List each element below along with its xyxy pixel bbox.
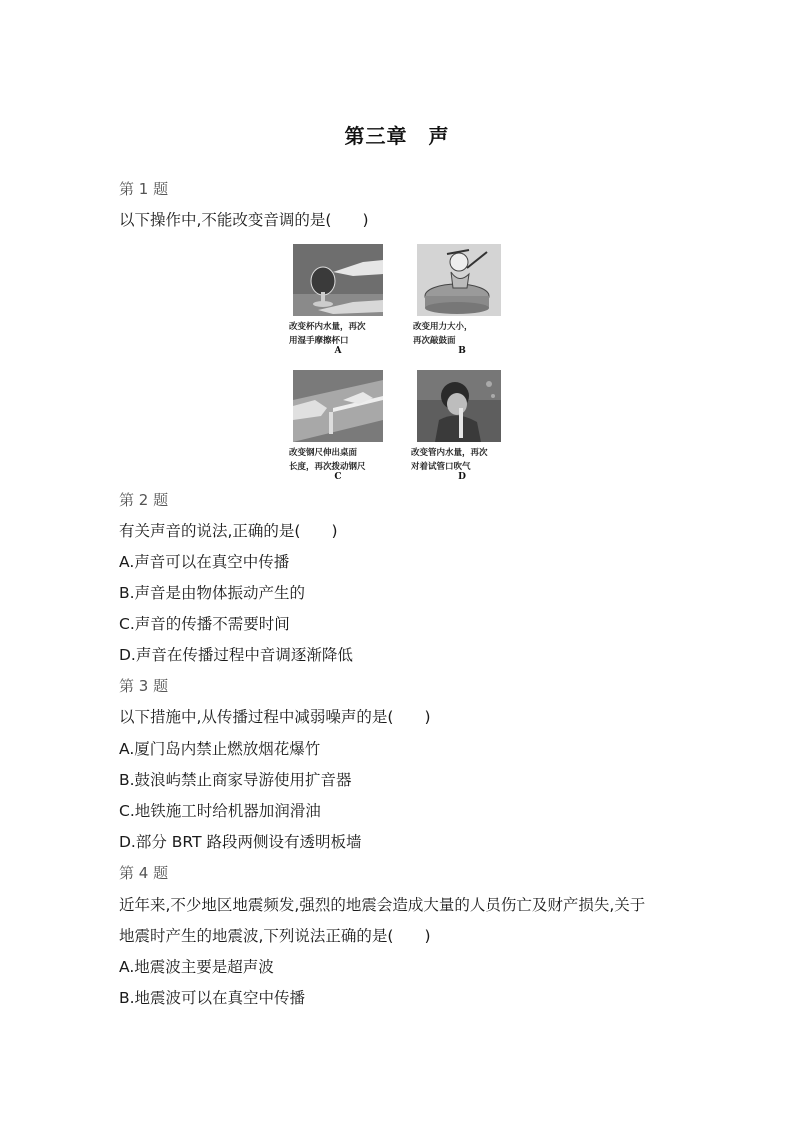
question-2-option-b: B.声音是由物体振动产生的 [119,584,306,602]
glass-rubbing-image [293,244,383,316]
panel-b-caption: 改变用力大小， 再次敲鼓面 [413,322,473,346]
tube-blowing-image [417,370,501,442]
question-4-stem-line-1: 近年来,不少地区地震频发,强烈的地震会造成大量的人员伤亡及财产损失,关于 [119,896,646,914]
question-3-option-d: D.部分 BRT 路段两侧设有透明板墙 [119,833,362,851]
question-3-option-b: B.鼓浪屿禁止商家导游使用扩音器 [119,771,352,789]
question-1-label: 第 1 题 [119,180,169,198]
ruler-plucking-image [293,370,383,442]
panel-c-caption: 改变钢尺伸出桌面 长度，再次拨动钢尺 [289,448,366,472]
question-2-option-a: A.声音可以在真空中传播 [119,553,290,571]
figure-panel-a [289,244,401,358]
question-4-label: 第 4 题 [119,864,169,882]
page-title: 第三章 声 [344,124,450,148]
figure-panel-b [413,244,525,358]
question-2-option-d: D.声音在传播过程中音调逐渐降低 [119,646,353,664]
question-2-option-c: C.声音的传播不需要时间 [119,615,290,633]
question-2-label: 第 2 题 [119,491,169,509]
panel-d-caption: 改变管内水量，再次 对着试管口吹气 [411,448,488,472]
question-1-figure [289,244,505,482]
question-3-option-a: A.厦门岛内禁止燃放烟花爆竹 [119,740,321,758]
figure-panel-d [411,370,525,484]
figure-panel-c [289,370,401,484]
question-4-stem-line-2: 地震时产生的地震波,下列说法正确的是( ) [119,927,431,945]
panel-a-caption: 改变杯内水量，再次 用湿手摩擦杯口 [289,322,366,346]
panel-a-letter: A [334,346,342,356]
panel-c-letter: C [334,472,342,482]
question-4-option-b: B.地震波可以在真空中传播 [119,989,306,1007]
question-2-stem: 有关声音的说法,正确的是( ) [119,522,338,540]
question-1-stem: 以下操作中,不能改变音调的是( ) [119,211,369,229]
drum-beating-image [417,244,501,316]
panel-b-letter: B [458,346,466,356]
question-3-label: 第 3 题 [119,677,169,695]
question-3-option-c: C.地铁施工时给机器加润滑油 [119,802,321,820]
question-3-stem: 以下措施中,从传播过程中减弱噪声的是( ) [119,708,431,726]
question-4-option-a: A.地震波主要是超声波 [119,958,274,976]
panel-d-letter: D [458,472,466,482]
